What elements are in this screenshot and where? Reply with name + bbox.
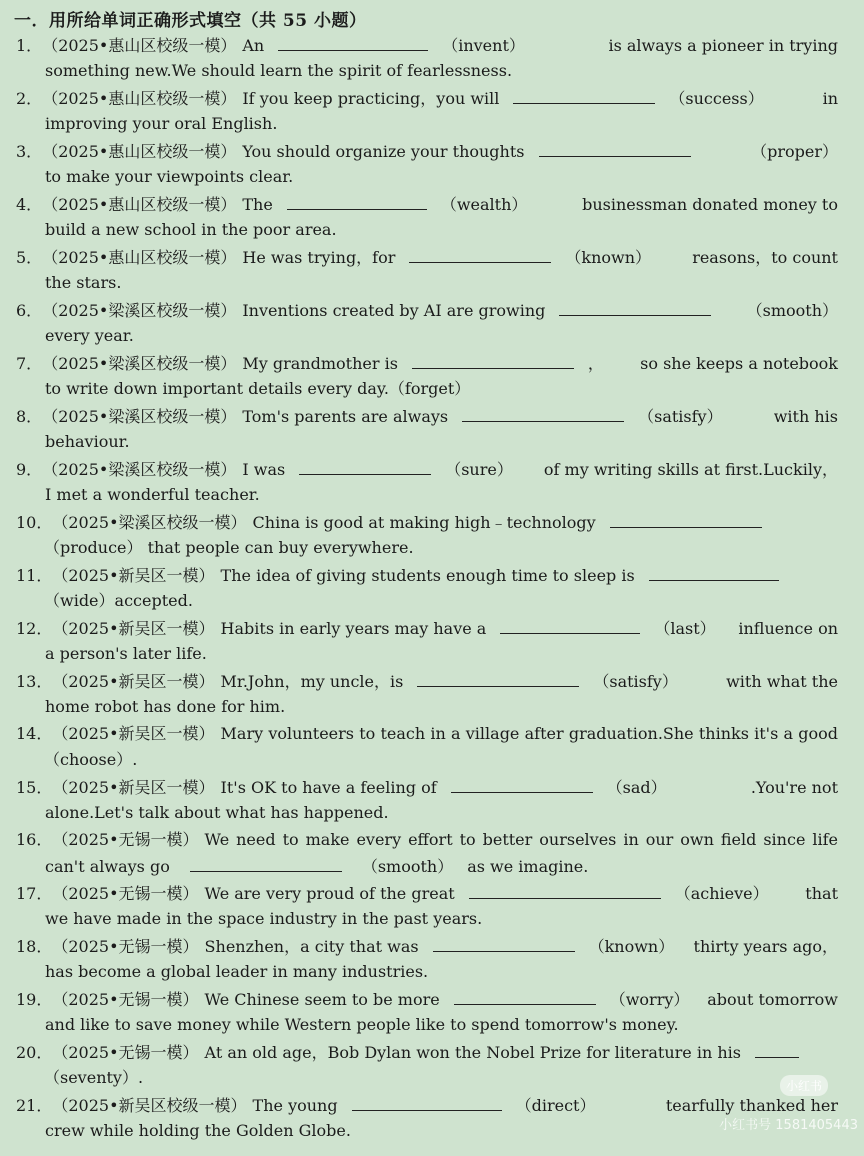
question-line-1: [16, 776, 838, 799]
question-line-1: [16, 299, 838, 322]
word-hint: （known）: [588, 937, 675, 956]
question-text-continued: crew while holding the Golden Globe.: [45, 1121, 351, 1140]
question-source: （2025•惠山区校级一模）: [42, 36, 237, 55]
question-line-2: [45, 1120, 835, 1142]
question-text-continued: has become a global leader in many industries.: [45, 962, 429, 981]
question-text: If you keep practicing，you will: [242, 89, 500, 108]
answer-blank[interactable]: [610, 511, 762, 528]
question-number: 4．: [16, 195, 43, 214]
answer-blank[interactable]: [412, 352, 574, 369]
answer-blank[interactable]: [649, 564, 779, 581]
question-line-1: [16, 405, 838, 428]
question-source: （2025•新吴区一模）: [52, 724, 215, 743]
question-line-2: [45, 166, 835, 188]
question-text-continued: behaviour.: [45, 432, 130, 451]
question-source: （2025•无锡一模）: [52, 937, 199, 956]
question-line-2: [44, 1067, 834, 1089]
question-line-1: [16, 988, 838, 1011]
question-line-2: [45, 60, 835, 82]
question-line-1: [16, 564, 838, 587]
question-source: （2025•无锡一模）: [52, 990, 199, 1009]
question-number: 15．: [16, 778, 53, 797]
question-source: （2025•梁溪区校级一模）: [42, 301, 237, 320]
question-line-2: [45, 484, 835, 506]
question-text: Inventions created by AI are growing: [242, 301, 546, 320]
question-line-2: [45, 219, 835, 241]
question-line-1: [16, 87, 838, 110]
section-title: 一．用所给单词正确形式填空（共 55 小题）: [14, 11, 367, 31]
question-line-2: [45, 325, 835, 347]
question-continuation: in: [822, 89, 838, 108]
question-line-1: [16, 246, 838, 269]
question-continuation: tearfully thanked her: [665, 1096, 838, 1115]
question-text: Tom's parents are always: [242, 407, 449, 426]
answer-blank[interactable]: [409, 246, 551, 263]
answer-blank[interactable]: [539, 140, 691, 157]
question-line-2: [45, 961, 835, 983]
question-number: 6．: [16, 301, 43, 320]
question-number: 14．: [16, 724, 53, 743]
question-line-2: [44, 537, 834, 559]
question-continuation: businessman donated money to: [582, 195, 838, 214]
question-line-2: [45, 378, 835, 400]
question-text: We need to make every effort to better ourselves in our own field since life: [204, 830, 838, 849]
question-continuation: of my writing skills at first.Luckily，: [543, 460, 838, 479]
question-line-2: [44, 590, 834, 612]
word-hint: （known）: [565, 248, 652, 267]
answer-blank[interactable]: [755, 1041, 799, 1058]
watermark-id: 小红书号 1581405443: [719, 1118, 858, 1133]
word-hint: （wealth）: [440, 195, 528, 214]
question-text: It's OK to have a feeling of: [220, 778, 437, 797]
answer-blank[interactable]: [299, 458, 431, 475]
question-line-2: [45, 855, 835, 878]
question-text-continued: （produce） that people can buy everywhere.: [44, 538, 414, 557]
question-number: 10．: [16, 513, 53, 532]
question-line-1: [16, 1094, 838, 1117]
question-source: （2025•新吴区一模）: [52, 778, 215, 797]
question-text-continued: we have made in the space industry in the past years.: [45, 909, 483, 928]
question-text-continued: alone.Let's talk about what has happened.: [45, 803, 389, 822]
question-text: We are very proud of the great: [204, 884, 455, 903]
question-source: （2025•梁溪区校级一模）: [42, 407, 237, 426]
question-continuation: thirty years ago，: [693, 937, 838, 956]
word-hint: （invent）: [442, 36, 525, 55]
answer-blank[interactable]: [417, 670, 579, 687]
question-continuation: is always a pioneer in trying: [608, 36, 838, 55]
question-number: 18．: [16, 937, 53, 956]
question-continuation: with his: [773, 407, 838, 426]
question-text-continued: to make your viewpoints clear.: [45, 167, 294, 186]
question-tail: [589, 936, 838, 958]
question-number: 13．: [16, 672, 53, 691]
question-continuation: .You're not: [750, 778, 838, 797]
question-source: （2025•新吴区一模）: [52, 619, 215, 638]
question-line-2: [45, 431, 835, 453]
question-continuation: influence on: [738, 619, 838, 638]
question-text: Habits in early years may have a: [220, 619, 487, 638]
question-tail: [565, 247, 838, 269]
question-source: （2025•无锡一模）: [52, 884, 199, 903]
question-line-1: [16, 458, 838, 481]
question-number: 20．: [16, 1043, 53, 1062]
answer-blank[interactable]: [352, 1094, 502, 1111]
question-tail: [654, 618, 838, 640]
answer-blank[interactable]: [278, 34, 428, 51]
question-text-continued: and like to save money while Western people like to spend tomorrow's money.: [45, 1015, 679, 1034]
word-hint: （direct）: [515, 1096, 596, 1115]
question-text: He was trying，for: [242, 248, 396, 267]
question-continuation: with what the: [726, 672, 838, 691]
question-text-continued: improving your oral English.: [45, 114, 278, 133]
question-source: （2025•无锡一模）: [52, 830, 199, 849]
question-text-continued: （wide）accepted.: [44, 591, 193, 610]
question-text: Shenzhen，a city that was: [204, 937, 419, 956]
question-source: （2025•惠山区校级一模）: [42, 89, 237, 108]
answer-blank[interactable]: [454, 988, 596, 1005]
word-hint: （satisfy）: [638, 407, 723, 426]
question-line-1: [16, 352, 838, 375]
question-tail: [675, 883, 838, 905]
answer-blank[interactable]: [469, 882, 661, 899]
word-hint: （sad）: [606, 778, 667, 797]
question-number: 7．: [16, 354, 43, 373]
question-number: 8．: [16, 407, 43, 426]
question-text: The idea of giving students enough time to sleep is: [220, 566, 635, 585]
question-text: China is good at making high﹣technology: [252, 513, 596, 532]
question-number: 11．: [16, 566, 53, 585]
question-line-1: [16, 882, 838, 905]
question-number: 1．: [16, 36, 43, 55]
question-continuation: as we imagine.: [467, 857, 589, 876]
question-text-continued: build a new school in the poor area.: [45, 220, 337, 239]
question-tail: [669, 88, 838, 110]
question-line-1: [16, 723, 838, 745]
question-source: （2025•梁溪区校级一模）: [42, 354, 237, 373]
word-hint: （success）: [669, 89, 764, 108]
word-hint: （achieve）: [674, 884, 769, 903]
question-source: （2025•惠山区校级一模）: [42, 142, 237, 161]
question-continuation: that: [805, 884, 838, 903]
question-source: （2025•惠山区校级一模）: [42, 248, 237, 267]
question-text: I was: [242, 460, 286, 479]
question-text-continued: home robot has done for him.: [45, 697, 286, 716]
word-hint: （satisfy）: [593, 672, 678, 691]
question-source: （2025•新吴区一模）: [52, 566, 215, 585]
question-text: The: [242, 195, 273, 214]
answer-blank[interactable]: [433, 935, 575, 952]
word-hint: （smooth）: [746, 301, 838, 320]
answer-blank[interactable]: [559, 299, 711, 316]
question-number: 21．: [16, 1096, 53, 1115]
question-line-2: [44, 749, 834, 771]
question-text-continued: to write down important details every day.（forget）: [45, 379, 471, 398]
question-text: We Chinese seem to be more: [204, 990, 440, 1009]
question-continuation: so she keeps a notebook: [640, 354, 838, 373]
answer-blank[interactable]: [462, 405, 624, 422]
question-continuation: about tomorrow: [707, 990, 838, 1009]
word-hint: （worry）: [609, 990, 690, 1009]
answer-blank[interactable]: [500, 617, 640, 634]
question-source: （2025•梁溪区校级一模）: [52, 513, 247, 532]
question-line-1: [16, 511, 838, 534]
question-continuation: reasons，to count: [692, 248, 838, 267]
question-line-1: [16, 617, 838, 640]
question-tail: [610, 989, 838, 1011]
question-text: Mr.John，my uncle，is: [220, 672, 404, 691]
question-text-continued: I met a wonderful teacher.: [45, 485, 260, 504]
question-tail: [725, 300, 838, 322]
question-tail: [593, 671, 838, 693]
question-tail: [638, 406, 838, 428]
word-hint: （proper）: [751, 142, 838, 161]
question-source: （2025•新吴区校级一模）: [52, 1096, 247, 1115]
question-tail: [607, 777, 838, 799]
question-tail: [442, 35, 838, 57]
watermark-logo: 小红书: [780, 1075, 828, 1096]
question-number: 12．: [16, 619, 53, 638]
question-text-continued: a person's later life.: [45, 644, 207, 663]
question-line-2: [45, 696, 835, 718]
question-tail: [705, 141, 839, 163]
question-number: 5．: [16, 248, 43, 267]
question-line-1: [16, 34, 838, 57]
question-line-2: [45, 272, 835, 294]
question-text: Mary volunteers to teach in a village after graduation.She thinks it's a good: [220, 724, 838, 743]
question-line-2: [45, 802, 835, 824]
question-number: 19．: [16, 990, 53, 1009]
answer-blank[interactable]: [513, 87, 655, 104]
question-tail: [445, 459, 838, 481]
question-text-continued: the stars.: [45, 273, 122, 292]
question-line-1: [16, 1041, 838, 1064]
question-line-1: [16, 140, 838, 163]
question-text-continued: can't always go: [45, 857, 170, 876]
word-hint: （sure）: [445, 460, 513, 479]
question-line-1: [16, 193, 838, 216]
question-text: An: [242, 36, 265, 55]
question-number: 16．: [16, 830, 53, 849]
question-line-2: [45, 643, 835, 665]
question-source: （2025•梁溪区校级一模）: [42, 460, 237, 479]
question-source: （2025•新吴区一模）: [52, 672, 215, 691]
question-number: 2．: [16, 89, 43, 108]
question-text-continued: （seventy）.: [44, 1068, 144, 1087]
question-line-1: [16, 670, 838, 693]
question-tail: [441, 194, 838, 216]
question-source: （2025•惠山区校级一模）: [42, 195, 237, 214]
question-number: 17．: [16, 884, 53, 903]
question-text: My grandmother is: [242, 354, 398, 373]
question-text-continued: （choose）.: [44, 750, 138, 769]
answer-blank[interactable]: [451, 776, 593, 793]
word-hint: （smooth）: [361, 857, 454, 876]
question-line-2: [45, 1014, 835, 1036]
word-hint: （last）: [654, 619, 716, 638]
question-line-1: [16, 829, 838, 851]
question-line-2: [45, 908, 835, 930]
question-line-2: [45, 113, 835, 135]
answer-blank[interactable]: [287, 193, 427, 210]
answer-blank[interactable]: [190, 855, 342, 872]
question-text: At an old age，Bob Dylan won the Nobel Prize for literature in his: [204, 1043, 741, 1062]
question-text: You should organize your thoughts: [242, 142, 525, 161]
question-text: The young: [252, 1096, 338, 1115]
question-text-continued: something new.We should learn the spirit of fearlessness.: [45, 61, 513, 80]
question-line-1: [16, 935, 838, 958]
question-tail: [588, 353, 838, 375]
question-source: （2025•无锡一模）: [52, 1043, 199, 1062]
word-hint: ，: [587, 354, 604, 373]
question-number: 3．: [16, 142, 43, 161]
question-number: 9．: [16, 460, 43, 479]
question-text-continued: every year.: [45, 326, 134, 345]
